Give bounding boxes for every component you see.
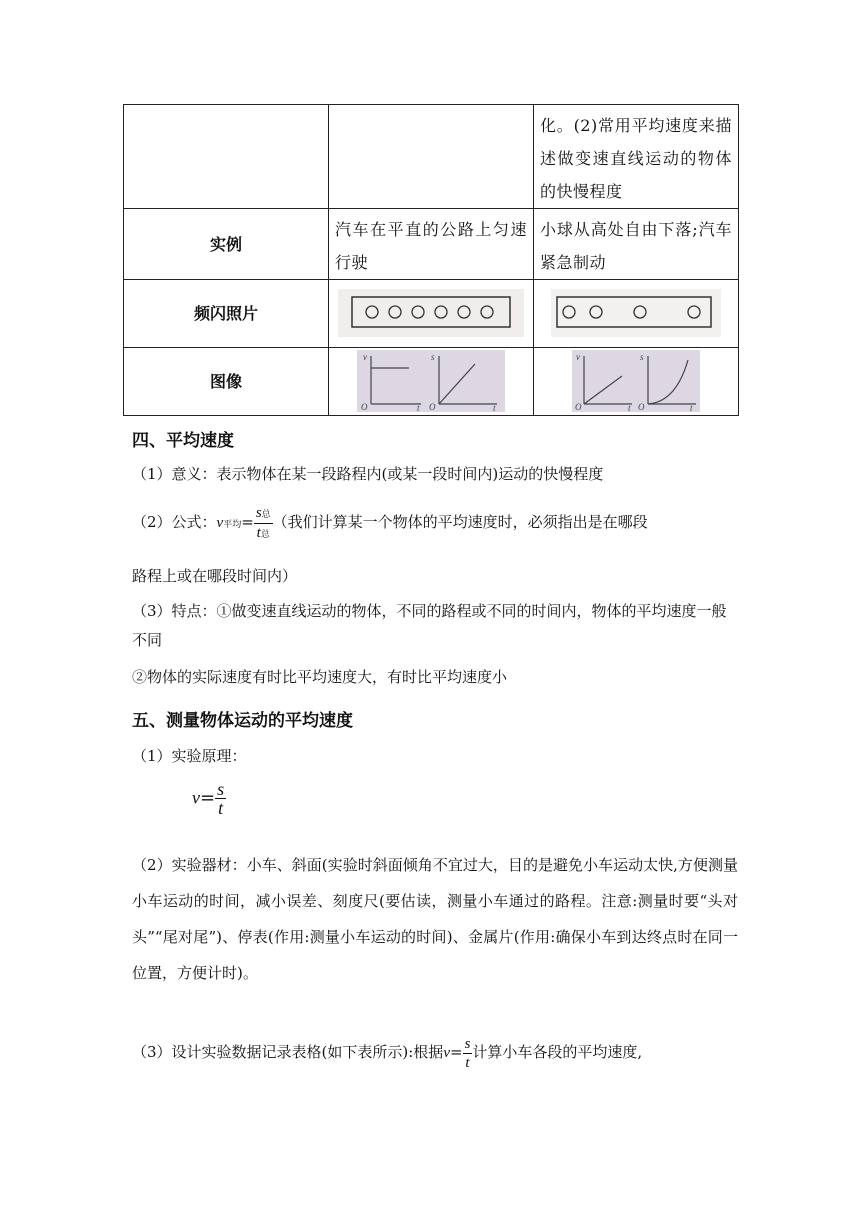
table-row <box>124 105 739 209</box>
table-row <box>124 348 739 416</box>
axis-label-t: t <box>417 403 420 412</box>
table-cell <box>534 348 739 416</box>
uniform-motion-graphs <box>357 350 505 412</box>
formula-v-subscript: 平均 <box>223 520 242 530</box>
row-label-example: 实例 <box>124 209 329 280</box>
table-cell <box>329 348 534 416</box>
axis-label-t: t <box>493 403 496 412</box>
axis-label-v: v <box>576 352 580 362</box>
principle-formula <box>192 780 226 817</box>
origin-label: O <box>638 402 645 412</box>
average-speed-fraction <box>254 504 273 543</box>
definition-continued-text: 化。(2)常用平均速度来描述做变速直线运动的物体的快慢程度 <box>540 116 732 201</box>
uniform-strobe-photo <box>338 289 524 337</box>
origin-label: O <box>361 402 368 412</box>
formula-v: v <box>216 515 224 531</box>
accelerating-strobe-photo <box>551 289 721 337</box>
feature-paragraph: （3）特点：①做变速直线运动的物体，不同的路程或不同的时间内，物体的平均速度一般不同 <box>132 602 727 649</box>
formula-numerator-subscript: 总 <box>261 508 271 519</box>
table-cell <box>534 105 739 209</box>
formula-prefix: （2）公式： <box>132 513 217 531</box>
formula-note: （我们计算某一个物体的平均速度时，必须指出是在哪段 <box>272 513 648 531</box>
formula-denominator-subscript: 总 <box>260 528 270 539</box>
origin-label: O <box>575 402 582 412</box>
table-row <box>124 209 739 280</box>
uniform-motion-example: 汽车在平直的公路上匀速行驶 <box>335 220 527 272</box>
formula-equals: = <box>200 787 216 809</box>
table-design-suffix: 计算小车各段的平均速度, <box>472 1043 643 1061</box>
formula-denominator: t <box>218 798 224 818</box>
table-design-prefix: （3）设计实验数据记录表格(如下表所示):根据 <box>132 1043 444 1061</box>
table-cell <box>534 280 739 348</box>
table-cell <box>329 209 534 280</box>
table-cell <box>329 280 534 348</box>
axis-label-s: s <box>640 352 644 362</box>
axis-label-t: t <box>628 403 631 412</box>
origin-label: O <box>429 402 436 412</box>
speed-fraction <box>463 1035 473 1072</box>
formula-equals: = <box>241 513 254 531</box>
table-cell <box>124 105 329 209</box>
formula-note-continued: 路程上或在哪段时间内） <box>132 567 298 585</box>
table-design-paragraph <box>132 1032 738 1073</box>
axis-label-v: v <box>363 352 367 362</box>
table-row <box>124 280 739 348</box>
table-cell <box>534 209 739 280</box>
section-heading-measure-speed: 五、测量物体运动的平均速度 <box>132 711 353 731</box>
formula-denominator: t <box>256 524 261 541</box>
formula-v: v <box>443 1045 450 1061</box>
section-heading-average-speed: 四、平均速度 <box>132 431 234 451</box>
meaning-paragraph: （1）意义：表示物体在某一段路程内(或某一段时间内)运动的快慢程度 <box>132 465 604 483</box>
row-label-graph: 图像 <box>124 348 329 416</box>
variable-motion-graphs <box>572 350 700 412</box>
formula-v: v <box>192 787 200 808</box>
axis-label-t: t <box>690 403 693 412</box>
feature-paragraph-2: ②物体的实际速度有时比平均速度大，有时比平均速度小 <box>132 668 508 686</box>
formula-numerator: s <box>464 1035 471 1052</box>
formula-numerator: s <box>217 779 225 799</box>
formula-denominator: t <box>465 1054 470 1071</box>
equipment-paragraph: （2）实验器材：小车、斜面(实验时斜面倾角不宜过大，目的是避免小车运动太快,方便测量小车运动的时间，减小误差、刻度尺(要估读，测量小车通过的路程。注意:测量时要“头对头”“尾对尾”)、停表(作用:测量小车运动的时间)、金属片(作用:确保小车到达终点时在同一位置，方便计时)。 <box>132 856 738 982</box>
table-cell <box>329 105 534 209</box>
formula-paragraph <box>132 502 738 545</box>
row-label-strobe-photo: 频闪照片 <box>124 280 329 348</box>
variable-motion-example: 小球从高处自由下落;汽车紧急制动 <box>540 220 732 272</box>
principle-paragraph: （1）实验原理： <box>132 747 247 765</box>
speed-fraction <box>215 780 226 817</box>
formula-equals: = <box>449 1043 463 1061</box>
motion-comparison-table <box>123 104 739 416</box>
formula-numerator: s <box>255 504 262 521</box>
axis-label-s: s <box>431 352 435 362</box>
